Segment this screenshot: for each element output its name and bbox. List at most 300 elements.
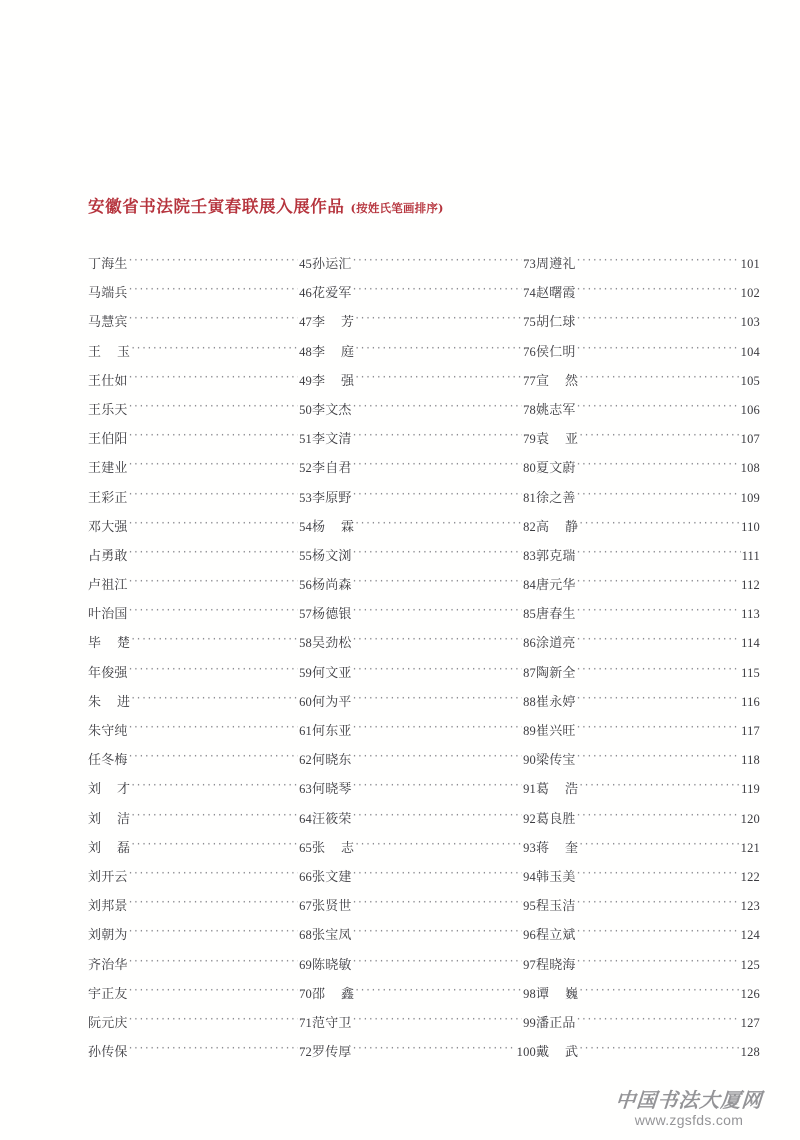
toc-entry[interactable]	[88, 777, 312, 806]
toc-leader-dots	[131, 807, 298, 823]
toc-entry-page-number: 51	[299, 432, 312, 447]
toc-entry[interactable]	[312, 369, 536, 398]
toc-entry-page-number: 49	[299, 373, 312, 388]
toc-entry[interactable]	[88, 1011, 312, 1040]
toc-leader-dots	[355, 836, 522, 852]
toc-entry-page-number: 90	[523, 753, 536, 768]
toc-leader-dots	[353, 573, 522, 589]
toc-leader-dots	[131, 631, 298, 647]
toc-leader-dots	[353, 398, 522, 414]
toc-entry-page-number: 73	[523, 257, 536, 271]
toc-entry-page-number: 69	[299, 957, 312, 972]
toc-entry-page-number: 126	[740, 986, 760, 1001]
toc-entry[interactable]	[88, 748, 312, 777]
toc-leader-dots	[131, 836, 298, 852]
toc-entry-name: 宣 然	[536, 373, 579, 389]
toc-entry-name: 杨文浏	[312, 548, 352, 564]
toc-leader-dots	[353, 807, 522, 823]
toc-entry-name: 崔永婷	[536, 694, 576, 710]
toc-leader-dots	[355, 982, 522, 998]
toc-entry[interactable]	[88, 982, 312, 1011]
toc-entry-page-number: 72	[299, 1045, 312, 1060]
toc-entry-page-number: 61	[299, 724, 312, 738]
toc-entry[interactable]	[88, 515, 312, 544]
toc-entry-name: 阮元庆	[88, 1015, 128, 1031]
toc-entry-name: 何文亚	[312, 665, 352, 681]
toc-entry[interactable]	[88, 427, 312, 456]
toc-entry-page-number: 89	[523, 724, 536, 738]
toc-entry-page-number: 97	[523, 957, 536, 972]
toc-entry[interactable]	[88, 807, 312, 836]
toc-entry[interactable]	[536, 310, 760, 339]
toc-entry[interactable]	[312, 807, 536, 836]
toc-leader-dots	[355, 515, 522, 531]
toc-entry[interactable]	[312, 690, 536, 719]
toc-entry-page-number: 91	[523, 782, 536, 797]
toc-entry-name: 卢祖江	[88, 578, 128, 594]
toc-entry-page-number: 116	[741, 694, 760, 709]
toc-entry-page-number: 119	[741, 782, 760, 797]
toc-entry-name: 何晓东	[312, 753, 352, 769]
toc-entry-name: 邓大强	[88, 519, 128, 535]
toc-entry[interactable]	[536, 515, 760, 544]
toc-entry-name: 王 玉	[88, 344, 131, 360]
toc-leader-dots	[577, 661, 741, 677]
toc-entry-page-number: 109	[740, 490, 760, 505]
toc-leader-dots	[131, 340, 298, 356]
toc-entry-page-number: 115	[741, 665, 760, 680]
toc-entry-page-number: 64	[299, 811, 312, 826]
toc-entry[interactable]	[312, 310, 536, 339]
toc-entry-name: 汪筱荣	[312, 811, 352, 827]
toc-entry-name: 张 志	[312, 840, 355, 856]
toc-entry-name: 王乐天	[88, 402, 128, 418]
toc-entry-page-number: 98	[523, 986, 536, 1001]
toc-leader-dots	[579, 777, 740, 793]
toc-entry-name: 周遵礼	[536, 257, 576, 272]
toc-leader-dots	[353, 690, 522, 706]
toc-leader-dots	[577, 923, 740, 939]
toc-entry[interactable]	[536, 777, 760, 806]
toc-leader-dots	[129, 252, 298, 268]
toc-entry[interactable]	[536, 865, 760, 894]
toc-entry-page-number: 99	[523, 1015, 536, 1030]
toc-leader-dots	[577, 544, 741, 560]
toc-entry-name: 张宝凤	[312, 928, 352, 944]
toc-entry-name: 赵曙霞	[536, 286, 576, 302]
toc-entry[interactable]	[88, 340, 312, 369]
toc-entry[interactable]	[312, 602, 536, 631]
toc-leader-dots	[353, 1040, 516, 1056]
toc-entry[interactable]	[88, 1040, 312, 1069]
toc-entry-name: 刘 磊	[88, 840, 131, 856]
toc-entry-name: 侯仁明	[536, 344, 576, 360]
toc-entry-page-number: 111	[741, 548, 760, 563]
toc-entry-page-number: 70	[299, 986, 312, 1001]
toc-leader-dots	[129, 281, 298, 297]
toc-leader-dots	[577, 456, 740, 472]
toc-entry-page-number: 125	[740, 957, 760, 972]
toc-entry-page-number: 65	[299, 840, 312, 855]
toc-entry[interactable]	[312, 544, 536, 573]
toc-entry[interactable]	[536, 923, 760, 952]
toc-entry-page-number: 92	[523, 811, 536, 826]
toc-entry-page-number: 60	[299, 694, 312, 709]
toc-leader-dots	[129, 427, 298, 443]
toc-leader-dots	[129, 602, 298, 618]
toc-entry[interactable]	[536, 894, 760, 923]
toc-entry-page-number: 74	[523, 286, 536, 301]
toc-entry-name: 杨尚森	[312, 578, 352, 594]
toc-entry-name: 李 庭	[312, 344, 355, 360]
toc-entry-page-number: 47	[299, 315, 312, 330]
toc-entry[interactable]	[88, 953, 312, 982]
toc-entry-page-number: 113	[741, 607, 760, 622]
toc-entry-page-number: 94	[523, 869, 536, 884]
toc-entry-page-number: 48	[299, 344, 312, 359]
toc-entry[interactable]	[312, 631, 536, 660]
toc-entry[interactable]	[88, 894, 312, 923]
toc-entry[interactable]	[312, 427, 536, 456]
toc-entry-name: 何晓琴	[312, 782, 352, 798]
toc-leader-dots	[131, 777, 298, 793]
toc-entry-name: 蒋 奎	[536, 840, 579, 856]
toc-leader-dots	[353, 456, 522, 472]
toc-entry-name: 王伯阳	[88, 432, 128, 448]
toc-leader-dots	[577, 573, 741, 589]
toc-entry[interactable]	[312, 748, 536, 777]
toc-entry-page-number: 80	[523, 461, 536, 476]
toc-leader-dots	[577, 398, 740, 414]
toc-entry[interactable]	[312, 894, 536, 923]
toc-leader-dots	[353, 777, 522, 793]
toc-entry-page-number: 122	[740, 869, 760, 884]
toc-leader-dots	[129, 544, 298, 560]
toc-entry[interactable]	[536, 456, 760, 485]
toc-entry[interactable]	[88, 281, 312, 310]
toc-entry-page-number: 120	[740, 811, 760, 826]
toc-entry[interactable]	[88, 690, 312, 719]
toc-entry-page-number: 108	[740, 461, 760, 476]
toc-entry-page-number: 78	[523, 402, 536, 417]
toc-entry[interactable]	[536, 807, 760, 836]
toc-entry-name: 朱守纯	[88, 724, 128, 739]
toc-entry-page-number: 66	[299, 869, 312, 884]
toc-entry-name: 李文清	[312, 432, 352, 448]
toc-leader-dots	[129, 953, 298, 969]
toc-entry-page-number: 67	[299, 899, 312, 914]
toc-leader-dots	[129, 573, 298, 589]
toc-entry-name: 罗传厚	[312, 1045, 352, 1061]
toc-entry[interactable]	[536, 661, 760, 690]
toc-entry[interactable]	[536, 631, 760, 660]
toc-entry-page-number: 128	[740, 1045, 760, 1060]
toc-entry[interactable]	[88, 602, 312, 631]
toc-entry-name: 程玉洁	[536, 899, 576, 915]
toc-leader-dots	[129, 369, 298, 385]
toc-entry-page-number: 79	[523, 432, 536, 447]
toc-entry-page-number: 106	[740, 402, 760, 417]
toc-column-1	[88, 252, 312, 1069]
toc-leader-dots	[353, 602, 522, 618]
toc-entry[interactable]	[536, 1040, 760, 1069]
toc-entry-name: 李文杰	[312, 402, 352, 418]
toc-leader-dots	[353, 544, 522, 560]
toc-leader-dots	[577, 486, 740, 502]
toc-entry-page-number: 121	[740, 840, 760, 855]
toc-entry[interactable]	[536, 690, 760, 719]
toc-entry[interactable]	[312, 486, 536, 515]
toc-entry[interactable]	[312, 1011, 536, 1040]
toc-entry-name: 涂道亮	[536, 636, 576, 652]
toc-column-2	[312, 252, 536, 1069]
toc-entry-page-number: 53	[299, 490, 312, 505]
toc-entry[interactable]	[536, 281, 760, 310]
toc-leader-dots	[129, 1011, 298, 1027]
toc-entry-page-number: 83	[523, 548, 536, 563]
toc-entry-name: 崔兴旺	[536, 724, 576, 739]
toc-entry-name: 占勇敢	[88, 548, 128, 564]
toc-leader-dots	[353, 923, 522, 939]
toc-entry-page-number: 86	[523, 636, 536, 651]
toc-leader-dots	[577, 894, 740, 910]
toc-entry[interactable]	[536, 748, 760, 777]
toc-entry-page-number: 93	[523, 840, 536, 855]
toc-leader-dots	[577, 631, 741, 647]
toc-entry[interactable]	[88, 836, 312, 865]
toc-entry[interactable]	[536, 427, 760, 456]
toc-entry-page-number: 85	[523, 607, 536, 622]
toc-entry-page-number: 84	[523, 578, 536, 593]
toc-leader-dots	[577, 602, 741, 618]
toc-entry-name: 叶治国	[88, 607, 128, 623]
toc-entry[interactable]	[88, 573, 312, 602]
toc-entry-page-number: 104	[740, 344, 760, 359]
toc-entry-name: 刘 洁	[88, 811, 131, 827]
toc-entry[interactable]	[312, 923, 536, 952]
toc-leader-dots	[129, 486, 298, 502]
toc-entry-name: 刘朝为	[88, 928, 128, 944]
toc-leader-dots	[577, 807, 740, 823]
toc-leader-dots	[577, 953, 740, 969]
toc-entry-name: 李自君	[312, 461, 352, 477]
toc-entry-name: 唐元华	[536, 578, 576, 594]
toc-entry[interactable]	[312, 252, 536, 281]
toc-entry[interactable]	[536, 486, 760, 515]
toc-entry-name: 李 强	[312, 373, 355, 389]
toc-entry-name: 吴劲松	[312, 636, 352, 652]
toc-entry-name: 程晓海	[536, 957, 576, 973]
toc-entry-name: 李原野	[312, 490, 352, 506]
toc-leader-dots	[129, 982, 298, 998]
toc-entry[interactable]	[88, 456, 312, 485]
toc-entry-page-number: 56	[299, 578, 312, 593]
toc-entry-name: 刘开云	[88, 869, 128, 885]
toc-entry-name: 姚志军	[536, 402, 576, 418]
toc-entry[interactable]	[88, 923, 312, 952]
toc-entry[interactable]	[312, 398, 536, 427]
toc-entry-name: 陶新全	[536, 665, 576, 681]
toc-entry-name: 花爱军	[312, 286, 352, 302]
toc-entry[interactable]	[536, 340, 760, 369]
toc-entry[interactable]	[312, 836, 536, 865]
toc-entry-page-number: 63	[299, 782, 312, 797]
toc-columns	[0, 252, 800, 1069]
toc-entry[interactable]	[536, 369, 760, 398]
toc-entry-name: 刘邦景	[88, 899, 128, 915]
toc-leader-dots	[579, 427, 739, 443]
toc-leader-dots	[129, 310, 298, 326]
toc-leader-dots	[579, 515, 740, 531]
toc-leader-dots	[579, 1040, 739, 1056]
toc-leader-dots	[129, 515, 298, 531]
toc-entry-page-number: 114	[741, 636, 760, 651]
toc-entry-page-number: 59	[299, 665, 312, 680]
toc-entry-name: 胡仁球	[536, 315, 576, 331]
toc-entry[interactable]	[312, 281, 536, 310]
toc-leader-dots	[129, 456, 298, 472]
toc-leader-dots	[353, 748, 522, 764]
toc-leader-dots	[355, 369, 522, 385]
toc-entry[interactable]	[312, 982, 536, 1011]
toc-entry-page-number: 124	[740, 928, 760, 943]
toc-entry-page-number: 117	[741, 724, 760, 738]
toc-entry[interactable]	[536, 602, 760, 631]
toc-entry[interactable]	[312, 661, 536, 690]
toc-entry-page-number: 77	[523, 373, 536, 388]
toc-leader-dots	[129, 398, 298, 414]
toc-leader-dots	[129, 719, 298, 735]
toc-entry[interactable]	[312, 777, 536, 806]
toc-entry-name: 马端兵	[88, 286, 128, 302]
toc-leader-dots	[129, 923, 298, 939]
toc-entry[interactable]	[88, 661, 312, 690]
toc-entry-name: 孙运汇	[312, 257, 352, 272]
toc-leader-dots	[577, 719, 741, 735]
toc-entry-page-number: 88	[523, 694, 536, 709]
toc-entry[interactable]	[88, 544, 312, 573]
toc-entry-name: 齐治华	[88, 957, 128, 973]
toc-leader-dots	[353, 719, 522, 735]
toc-entry[interactable]	[312, 515, 536, 544]
toc-leader-dots	[353, 281, 522, 297]
toc-entry-name: 杨 霖	[312, 519, 355, 535]
toc-entry-name: 王彩正	[88, 490, 128, 506]
toc-entry-page-number: 87	[523, 665, 536, 680]
toc-entry[interactable]	[88, 631, 312, 660]
toc-entry[interactable]	[88, 310, 312, 339]
toc-leader-dots	[577, 310, 740, 326]
toc-entry-page-number: 123	[740, 899, 760, 914]
toc-entry-name: 韩玉美	[536, 869, 576, 885]
toc-entry[interactable]	[312, 1040, 536, 1069]
toc-entry[interactable]	[536, 1011, 760, 1040]
toc-entry-name: 张文建	[312, 869, 352, 885]
toc-entry-name: 毕 楚	[88, 636, 131, 652]
toc-entry-name: 王仕如	[88, 373, 128, 389]
toc-entry-page-number: 75	[523, 315, 536, 330]
toc-entry-name: 年俊强	[88, 665, 128, 681]
toc-entry-page-number: 101	[740, 257, 760, 271]
toc-leader-dots	[577, 690, 741, 706]
toc-entry-name: 徐之善	[536, 490, 576, 506]
toc-entry[interactable]	[536, 719, 760, 748]
toc-entry-page-number: 58	[299, 636, 312, 651]
toc-entry[interactable]	[88, 398, 312, 427]
toc-leader-dots	[577, 340, 740, 356]
toc-entry-page-number: 107	[740, 432, 760, 447]
toc-entry-page-number: 46	[299, 286, 312, 301]
toc-entry-name: 潘正品	[536, 1015, 576, 1031]
toc-entry-page-number: 110	[741, 519, 760, 534]
toc-entry[interactable]	[88, 486, 312, 515]
toc-entry-name: 程立斌	[536, 928, 576, 944]
toc-entry-name: 范守卫	[312, 1015, 352, 1031]
toc-entry[interactable]	[536, 836, 760, 865]
watermark-site-name: 中国书法大厦网	[614, 1088, 764, 1112]
toc-entry-name: 葛良胜	[536, 811, 576, 827]
toc-entry-page-number: 55	[299, 548, 312, 563]
toc-entry[interactable]	[88, 252, 312, 281]
toc-leader-dots	[353, 1011, 522, 1027]
toc-entry[interactable]	[536, 544, 760, 573]
watermark-url: www.zgsfds.com	[634, 1112, 744, 1128]
toc-entry-name: 邵 鑫	[312, 986, 355, 1002]
page-title-note: (按姓氏笔画排序)	[350, 201, 444, 215]
toc-entry[interactable]	[88, 719, 312, 748]
toc-entry-page-number: 105	[740, 373, 760, 388]
toc-column-3	[536, 252, 760, 1069]
toc-entry[interactable]	[536, 398, 760, 427]
toc-leader-dots	[577, 252, 740, 268]
toc-entry[interactable]	[536, 982, 760, 1011]
toc-entry-name: 朱 进	[88, 694, 131, 710]
toc-entry[interactable]	[536, 573, 760, 602]
toc-entry[interactable]	[88, 369, 312, 398]
toc-leader-dots	[129, 865, 298, 881]
toc-entry-name: 李 芳	[312, 315, 355, 331]
toc-entry[interactable]	[312, 953, 536, 982]
toc-entry[interactable]	[88, 865, 312, 894]
watermark	[596, 1089, 782, 1128]
toc-entry-page-number: 71	[299, 1015, 312, 1030]
toc-entry-name: 任冬梅	[88, 753, 128, 769]
toc-leader-dots	[353, 631, 522, 647]
toc-entry-name: 谭 巍	[536, 986, 579, 1002]
toc-leader-dots	[353, 894, 522, 910]
toc-leader-dots	[353, 252, 522, 268]
toc-entry-page-number: 81	[523, 490, 536, 505]
toc-entry[interactable]	[312, 573, 536, 602]
toc-leader-dots	[355, 340, 522, 356]
toc-entry[interactable]	[312, 456, 536, 485]
toc-entry-name: 王建业	[88, 461, 128, 477]
toc-leader-dots	[129, 748, 298, 764]
toc-entry[interactable]	[312, 340, 536, 369]
toc-entry-page-number: 112	[741, 578, 760, 593]
toc-entry-name: 唐春生	[536, 607, 576, 623]
toc-entry[interactable]	[536, 252, 760, 281]
toc-entry[interactable]	[312, 719, 536, 748]
toc-leader-dots	[353, 486, 522, 502]
toc-entry-name: 刘 才	[88, 782, 131, 798]
toc-entry[interactable]	[312, 865, 536, 894]
toc-entry-name: 戴 武	[536, 1045, 579, 1061]
toc-leader-dots	[129, 661, 298, 677]
toc-entry-page-number: 118	[741, 753, 760, 768]
toc-entry[interactable]	[536, 953, 760, 982]
toc-entry-name: 马慧宾	[88, 315, 128, 331]
